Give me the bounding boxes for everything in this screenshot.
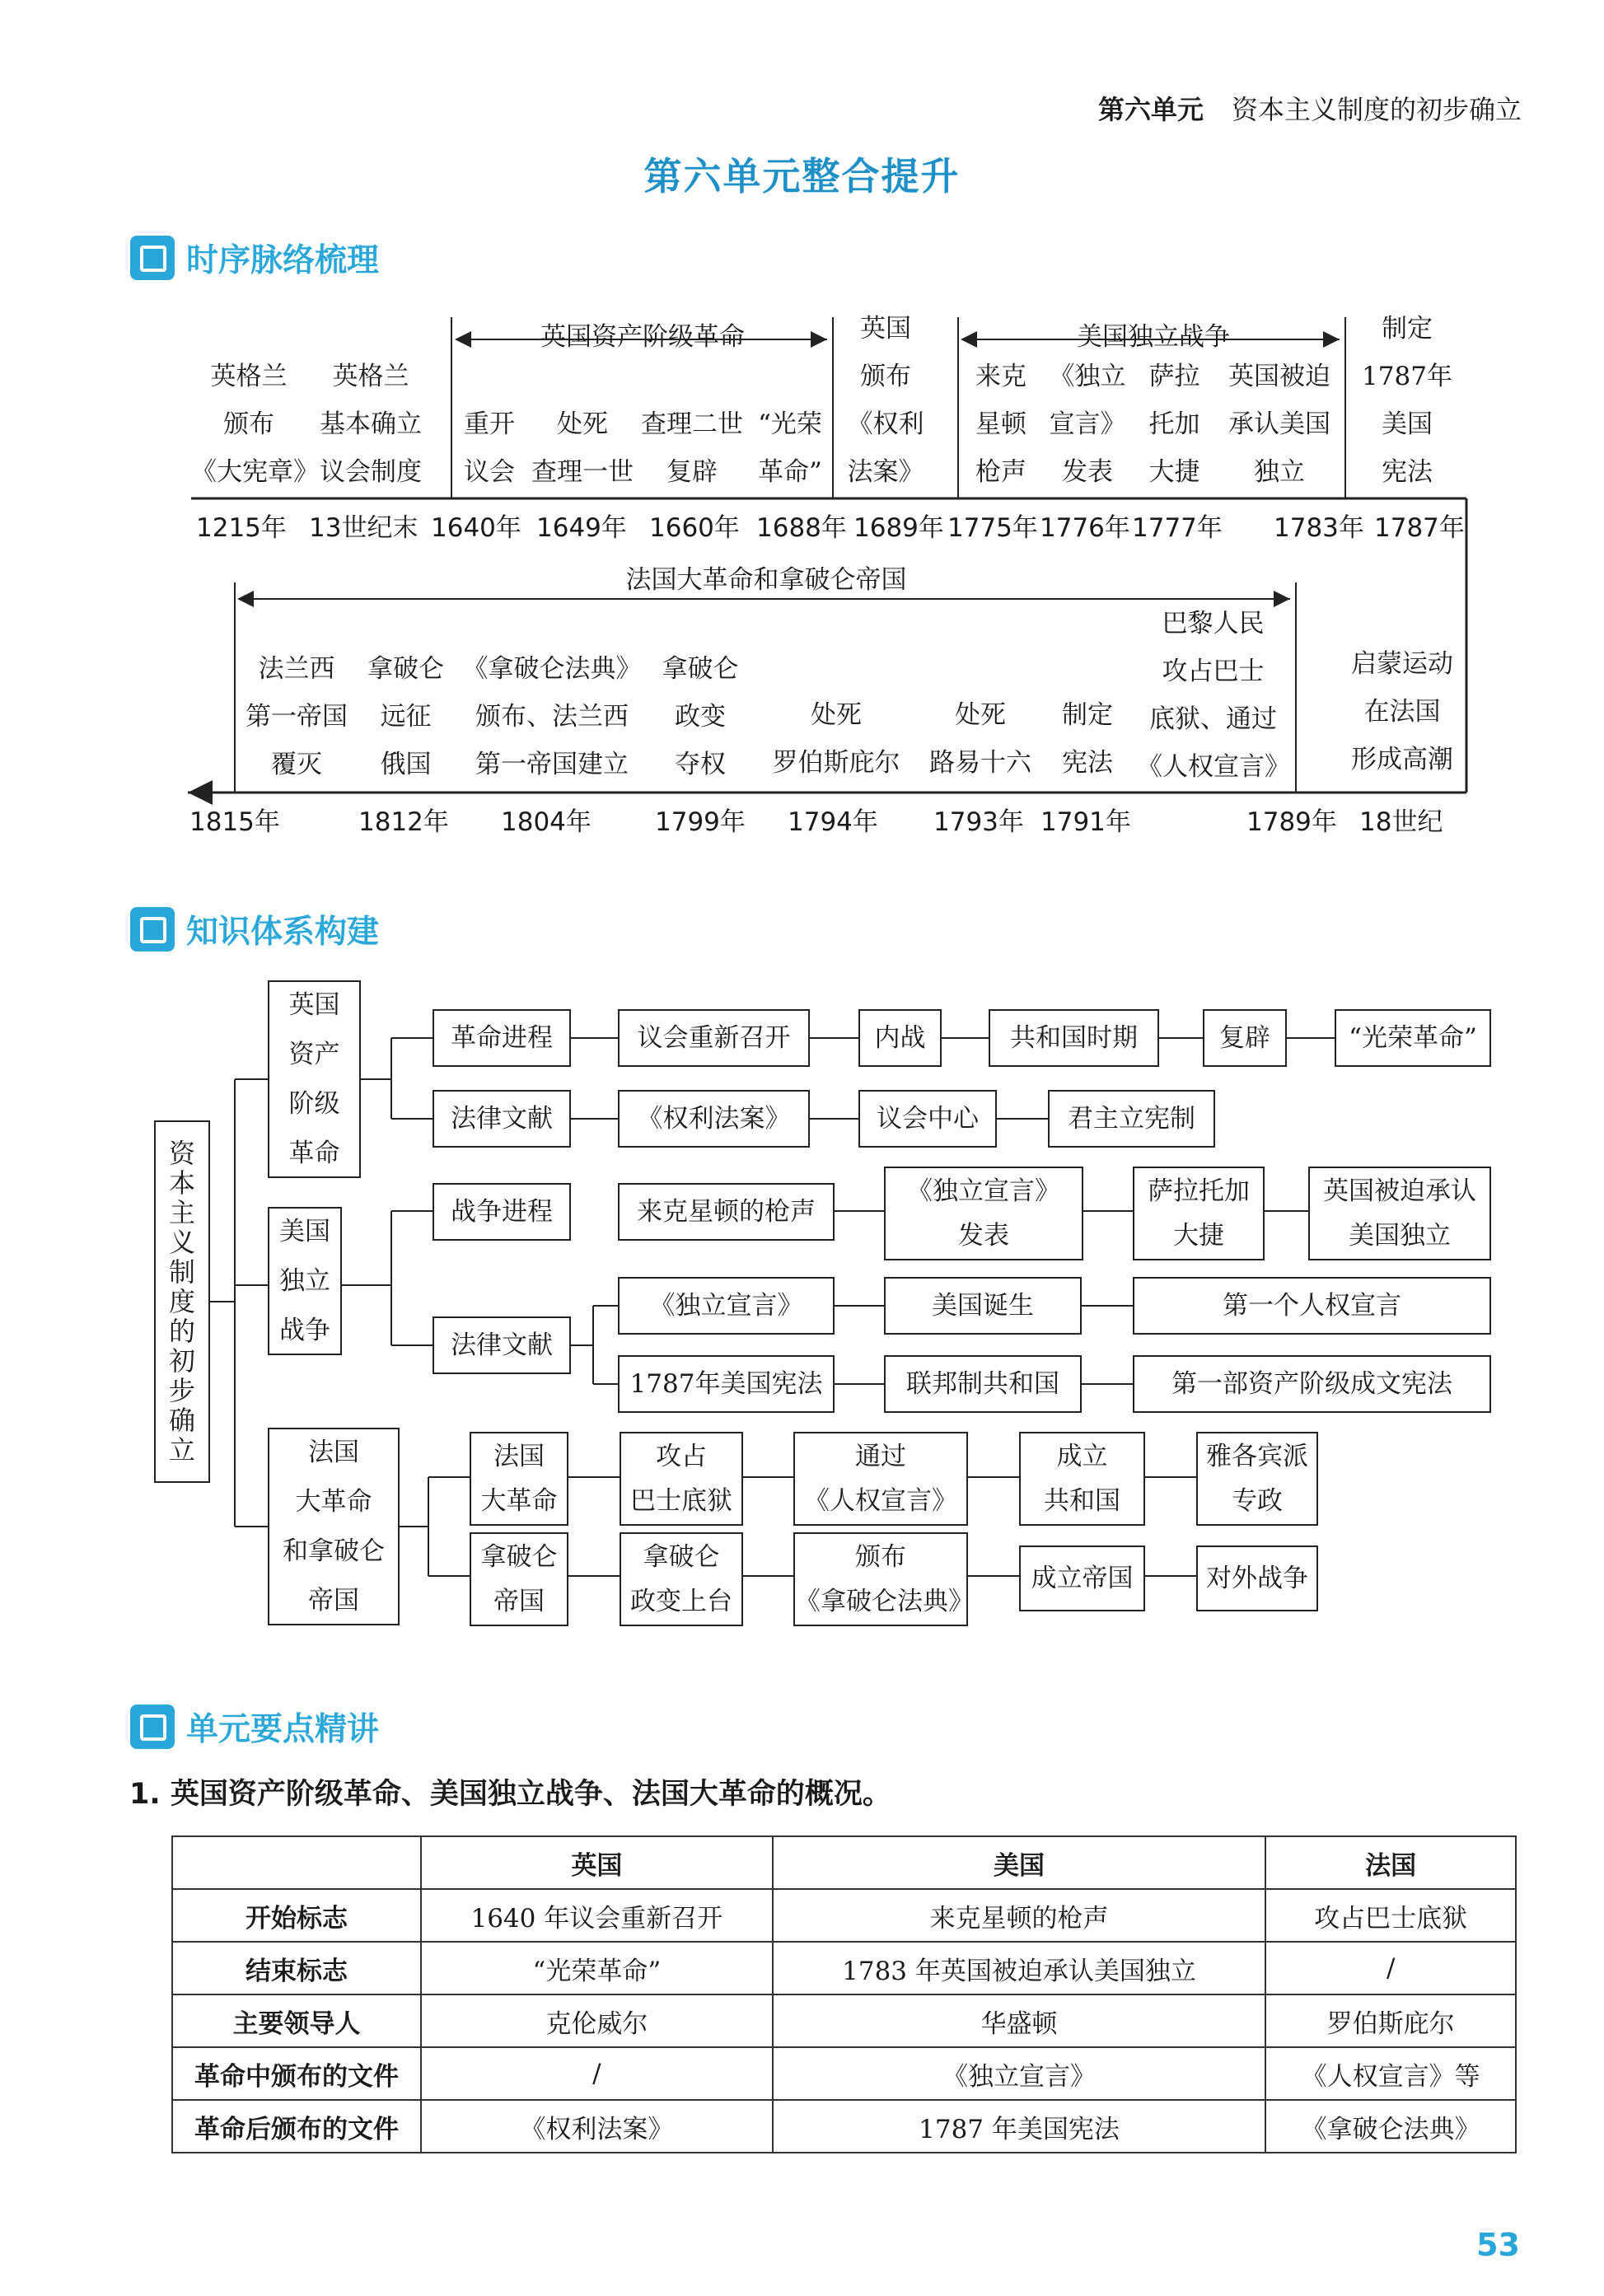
node: 《权利法案》 (618, 1090, 810, 1148)
event-1793: 处死 路易十六 (929, 700, 1031, 778)
node: 法律文献 (433, 1090, 571, 1148)
table-header (172, 1836, 421, 1889)
event-1688: “光荣 革命” (758, 409, 822, 487)
node-england: 英国 资产 阶级 革命 (268, 980, 361, 1178)
year-label: 1649年 (536, 513, 627, 543)
table-header: 英国 (421, 1836, 773, 1889)
node: 美国诞生 (884, 1277, 1082, 1335)
header-unit: 第六单元 (1097, 94, 1204, 125)
row-header: 革命中颁布的文件 (172, 2047, 421, 2100)
row-header: 革命后颁布的文件 (172, 2100, 421, 2153)
bracket-usa: 美国独立战争 (1077, 322, 1230, 352)
table-cell: “光荣革命” (421, 1942, 773, 1994)
node: 对外战争 (1196, 1545, 1318, 1611)
header-topic: 资本主义制度的初步确立 (1231, 94, 1522, 125)
event-1783: 英国被迫 承认美国 独立 (1228, 362, 1330, 487)
node: 英国被迫承认 美国独立 (1308, 1167, 1491, 1260)
diagram-root: 资 本 主 义 制 度 的 初 步 确 立 (154, 1120, 210, 1483)
year-label: 1775年 (947, 513, 1038, 543)
node: 雅各宾派 专政 (1196, 1432, 1318, 1526)
knowledge-icon (130, 907, 175, 952)
node: 成立 共和国 (1019, 1432, 1145, 1526)
table-cell: 《人权宣言》等 (1265, 2047, 1516, 2100)
node: 战争进程 (433, 1183, 571, 1241)
node: 《独立宣言》 (618, 1277, 835, 1335)
event-1776: 《独立 宣言》 发表 (1049, 362, 1126, 487)
node: 内战 (858, 1009, 942, 1067)
event-1689: 英国 颁布 《权利 法案》 (847, 314, 924, 487)
table-row (172, 1942, 1516, 1994)
row-header: 主要领导人 (172, 1994, 421, 2047)
node: 成立帝国 (1019, 1545, 1145, 1611)
year-label: 1689年 (853, 513, 944, 543)
event-18c: 启蒙运动 在法国 形成高潮 (1351, 649, 1453, 774)
node: 颁布 《拿破仑法典》 (793, 1532, 968, 1626)
year-label: 1799年 (655, 807, 746, 837)
event-1660: 查理二世 复辟 (641, 409, 743, 487)
node: 联邦制共和国 (884, 1355, 1082, 1413)
year-label: 18世纪 (1359, 807, 1443, 837)
page-number: 53 (1476, 2227, 1520, 2263)
node: 复辟 (1203, 1009, 1287, 1067)
node-france: 法国 大革命 和拿破仑 帝国 (268, 1428, 400, 1625)
node: “光荣革命” (1335, 1009, 1491, 1067)
year-label: 1794年 (788, 807, 878, 837)
event-1649: 处死 查理一世 (531, 409, 634, 487)
node: 拿破仑 政变上台 (620, 1532, 743, 1626)
event-1787: 制定 1787年 美国 宪法 (1362, 314, 1452, 487)
year-label: 1793年 (933, 807, 1024, 837)
table-cell: 克伦威尔 (421, 1994, 773, 2047)
comparison-table (171, 1835, 1517, 2153)
year-label: 1640年 (431, 513, 521, 543)
bracket-england: 英国资产阶级革命 (540, 322, 745, 352)
table-cell: / (1265, 1942, 1516, 1994)
event-1791: 制定 宪法 (1062, 700, 1113, 778)
event-1215: 英格兰 颁布 《大宪章》 (191, 362, 319, 487)
year-label: 1776年 (1040, 513, 1130, 543)
node-usa: 美国 独立 战争 (268, 1207, 342, 1355)
year-label: 1789年 (1246, 807, 1337, 837)
node: 法律文献 (433, 1316, 571, 1374)
year-label: 1815年 (189, 807, 280, 837)
event-1794: 处死 罗伯斯庇尔 (772, 700, 900, 778)
row-header: 结束标志 (172, 1942, 421, 1994)
table-cell: 1640 年议会重新召开 (421, 1889, 773, 1942)
table-cell: 来克星顿的枪声 (773, 1889, 1266, 1942)
table-row (172, 2100, 1516, 2153)
event-1789: 巴黎人民 攻占巴士 底狱、通过 《人权宣言》 (1137, 609, 1290, 782)
section-keypoints-heading (130, 1704, 379, 1750)
event-1804: 《拿破仑法典》 颁布、法兰西 第一帝国建立 (462, 654, 642, 779)
year-label: 1787年 (1374, 513, 1465, 543)
node: 第一部资产阶级成文宪法 (1133, 1355, 1491, 1413)
node: 革命进程 (433, 1009, 571, 1067)
year-label: 1777年 (1132, 513, 1223, 543)
year-label: 1791年 (1040, 807, 1131, 837)
node: 议会重新召开 (618, 1009, 810, 1067)
table-cell: 《权利法案》 (421, 2100, 773, 2153)
node: 拿破仑 帝国 (470, 1532, 568, 1626)
table-cell: 《独立宣言》 (773, 2047, 1266, 2100)
year-label: 13世纪末 (309, 513, 419, 543)
question-1: 1. 英国资产阶级革命、美国独立战争、法国大革命的概况。 (129, 1778, 891, 1811)
table-row (172, 2047, 1516, 2100)
row-header: 开始标志 (172, 1889, 421, 1942)
table-header: 美国 (773, 1836, 1266, 1889)
section-knowledge-heading (130, 906, 379, 952)
event-1640: 重开 议会 (464, 409, 515, 487)
event-13c: 英格兰 基本确立 议会制度 (320, 362, 422, 487)
node: 通过 《人权宣言》 (793, 1432, 968, 1526)
node: 法国 大革命 (470, 1432, 568, 1526)
year-label: 1804年 (501, 807, 592, 837)
node: 议会中心 (858, 1090, 997, 1148)
section-label: 单元要点精讲 (186, 1711, 380, 1748)
table-row (172, 1994, 1516, 2047)
table-cell: 1787 年美国宪法 (773, 2100, 1266, 2153)
table-header-row (172, 1836, 1516, 1889)
event-1777: 萨拉 托加 大捷 (1148, 362, 1200, 487)
keypoints-icon (130, 1704, 175, 1749)
event-1815: 法兰西 第一帝国 覆灭 (246, 654, 348, 779)
node: 君主立宪制 (1048, 1090, 1215, 1148)
node: 《独立宣言》 发表 (884, 1167, 1083, 1260)
table-cell: 1783 年英国被迫承认美国独立 (773, 1942, 1266, 1994)
table-cell: 《拿破仑法典》 (1265, 2100, 1516, 2153)
node: 共和国时期 (989, 1009, 1159, 1067)
node: 攻占 巴士底狱 (620, 1432, 743, 1526)
table-cell: 罗伯斯庇尔 (1265, 1994, 1516, 2047)
node: 1787年美国宪法 (618, 1355, 835, 1413)
section-label: 知识体系构建 (186, 914, 380, 951)
table-cell: / (421, 2047, 773, 2100)
node: 第一个人权宣言 (1133, 1277, 1491, 1335)
section-label: 时序脉络梳理 (186, 242, 380, 279)
year-label: 1215年 (196, 513, 287, 543)
event-1775: 来克 星顿 枪声 (975, 362, 1026, 487)
table-row (172, 1889, 1516, 1942)
table-cell: 华盛顿 (773, 1994, 1266, 2047)
year-label: 1660年 (649, 513, 740, 543)
node: 来克星顿的枪声 (618, 1183, 835, 1241)
year-label: 1812年 (358, 807, 449, 837)
year-label: 1783年 (1274, 513, 1364, 543)
year-label: 1688年 (756, 513, 847, 543)
bracket-france: 法国大革命和拿破仑帝国 (625, 565, 907, 595)
node: 萨拉托加 大捷 (1133, 1167, 1265, 1260)
page-title: 第六单元整合提升 (643, 154, 961, 199)
table-header: 法国 (1265, 1836, 1516, 1889)
event-1799: 拿破仑 政变 夺权 (662, 654, 739, 779)
event-1812: 拿破仑 远征 俄国 (367, 654, 444, 779)
table-cell: 攻占巴士底狱 (1265, 1889, 1516, 1942)
